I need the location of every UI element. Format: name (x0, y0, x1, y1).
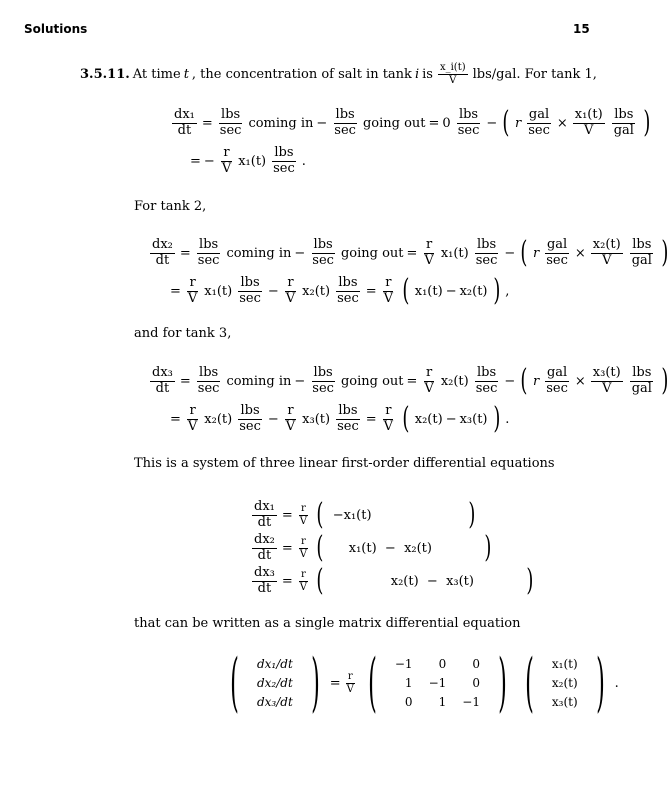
coefficient-matrix: −1 0 0 1 −1 0 0 1 −1 (394, 657, 480, 709)
problem-number: 3.5.11. (80, 66, 130, 82)
system-intro: This is a system of three linear first-order differential equations (134, 456, 555, 471)
tank3-equation-line2: = $\frac{r}{V}$ x₂(t) $\frac{\text{lbs}}{\sec}$ − $\frac{r}{V}$ x₃(t) $\frac{\text{lbs}}{\sec}$ = $\frac{r}{V}$ ( x₂(t) − x₃(t) ) . (170, 401, 510, 437)
tank2-equation-line2: = $\frac{r}{V}$ x₁(t) $\frac{\text{lbs}}{\sec}$ − $\frac{r}{V}$ x₂(t) $\frac{\text{lbs}}{\sec}$ = $\frac{r}{V}$ ( x₁(t) − x₂(t) ) , (170, 273, 510, 309)
matrix-equation: ( dx₁/dt dx₂/dt dx₃/dt ) = $\frac{r}{V}$ ( −1 0 0 1 −1 0 0 1 −1 ) ( x₁(t) x₂(t) x₃(t) ) . (230, 646, 619, 720)
system-row-1: $\frac{\text{dx₁}}{dt}$ = $\frac{r}{V}$ ( −x₁(t) ) (254, 497, 476, 533)
tank2-equation: $\frac{\text{dx₂}}{dt}$ = $\frac{\text{lbs}}{\sec}$ coming in − $\frac{\text{lbs}}{\sec}$ going out = $\frac{r}{V}$ x₁(t) $\frac{\text{lbs}}{\sec}$ − ( r $\frac{\text{gal}}{\sec}$ × $\frac{\text{x₂(t)}}{V}$ $\frac{\text{lbs}}{\text{gal}}$ ) (152, 235, 669, 271)
tank1-equation: $\frac{\text{dx₁}}{dt}$ = $\frac{\text{lbs}}{\sec}$ coming in − $\frac{\text{lbs}}{\sec}$ going out = 0 $\frac{\text{lbs}}{\sec}$ − ( r $\frac{\text{gal}}{\sec}$ × $\frac{\text{x₁(t)}}{V}$ $\frac{\text{lbs}}{\text{gal}}$ ) (174, 105, 651, 141)
running-header-title: Solutions (24, 22, 88, 36)
system-row-2: $\frac{\text{dx₂}}{dt}$ = $\frac{r}{V}$ ( x₁(t) − x₂(t) ) (254, 530, 492, 566)
tank3-intro: and for tank 3, (134, 326, 232, 341)
system-row-3: $\frac{\text{dx₃}}{dt}$ = $\frac{r}{V}$ ( x₂(t) − x₃(t) ) (254, 563, 534, 599)
tank3-equation: $\frac{\text{dx₃}}{dt}$ = $\frac{\text{lbs}}{\sec}$ coming in − $\frac{\text{lbs}}{\sec}$ going out = $\frac{r}{V}$ x₂(t) $\frac{\text{lbs}}{\sec}$ − ( r $\frac{\text{gal}}{\sec}$ × $\frac{\text{x₃(t)}}{V}$ $\frac{\text{lbs}}{\text{gal}}$ ) (152, 363, 669, 399)
rhs-vector: x₁(t) x₂(t) x₃(t) (551, 657, 578, 709)
problem-statement: 3.5.11. At time t , the concentration of salt in tank i is $\frac{x\_i(t)}{V}$ lbs/gal. For tank 1, (80, 62, 597, 86)
matrix-intro: that can be written as a single matrix differential equation (134, 616, 521, 631)
tank2-intro: For tank 2, (134, 199, 207, 214)
concentration-fraction: $\frac{x\_i(t)}{V}$ (439, 62, 466, 86)
lhs-vector: dx₁/dt dx₂/dt dx₃/dt (256, 657, 293, 709)
tank1-equation-line2: = − $\frac{r}{V}$ x₁(t) $\frac{\text{lbs}}{\sec}$ . (190, 145, 306, 176)
page-number: 15 (573, 22, 590, 36)
